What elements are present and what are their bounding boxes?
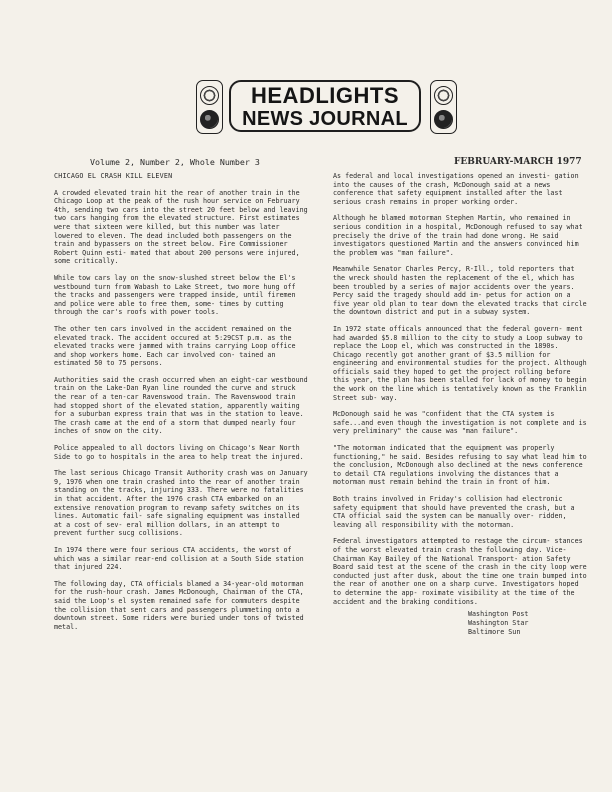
paragraph: As federal and local investigations opened an investi- gation into the causes of the crash, McDonough said at a news conference that safety equipment installed after the last serious crash remains in proper working order. xyxy=(333,172,579,206)
source-list xyxy=(468,610,588,636)
paragraph: The following day, CTA officials blamed a 34-year-old motorman for the rush-hour crash. James McDonough, Chairman of the CTA, said the Loop's el system remained safe for commuters despite the collision that sent cars and passengers plummeting onto a downtown street. Some riders were buried under tons of twisted metal. xyxy=(54,579,304,631)
paragraph: "The motorman indicated that the equipment was properly functioning," he said. Besides refusing to say what lead him to the conclusion, McDonough also declined at the news conference to detail CTA regulations involving the distances that a motorman must remain behind the train in front of him. xyxy=(333,444,587,487)
source-credit: Baltimore Sun xyxy=(468,627,521,636)
transit-seal-icon xyxy=(430,80,457,134)
left-column xyxy=(54,172,309,639)
paragraph: In 1972 state officals announced that the federal govern- ment had awarded $5.8 million to the city to study a Loop subway to replace the Loop el, which was constructed in the 1890s. Chicago recently got another grant of $3.5 million for engineering and environmental studies for the project. Although officials said they hoped to get the project rolling before this year, the plan has been stalled for lack of money to begin the work on the line which is tentatively known as the Franklin Street sub- way. xyxy=(333,324,587,402)
paragraph: The other ten cars involved in the accident remained on the elevated track. The accident occured at 5:29CST p.m. as the elevated tracks were jammed with trains carrying Loop office and shop workers home. Each car involved con- tained an estimated 50 to 75 persons. xyxy=(54,324,296,368)
paragraph: Meanwhile Senator Charles Percy, R-Ill., told reporters that the wreck should hasten the replacement of the el, which has been troubled by a series of major accidents over the years. Percy said the tragedy should add im- petus for action on a five year old plan to tear down the elevated tracks that circle the downtown district and put in a subway system. xyxy=(333,265,587,317)
paragraph: Federal investigators attempted to restage the circum- stances of the worst elevated train crash the following day. Vice-Chairman Kay Bailey of the National Transport- ation Safety Board said test at the scene of the crash in the city loop were conducted just after dusk, about the time one train bumped into the rear of another one on a sharp curve. Investigators hoped to determine the app- roximate visibility at the time of the accident and the braking conditions. xyxy=(333,537,587,606)
masthead xyxy=(0,0,612,150)
paragraph: While tow cars lay on the snow-slushed street below the El's westbound turn from Wabash to Lake Street, two more hung off the tracks and passengers were trapped inside, until firemen and police were able to free them, some- times by cutting through the car's roofs with power tools. xyxy=(54,273,296,317)
source-credit: Washington Star xyxy=(468,618,529,627)
paragraph: The last serious Chicago Transit Authority crash was on January 9, 1976 when one train crashed into the rear of another train standing on the tracks, injuring 333. There were no fatalities in that accident. After the 1976 crash CTA embarked on an extensive renovation program to revamp safety switches on its lines. Automatic fail- safe signaling equipment was installed at a cost of sev- eral million dollars, in an attempt to prevent further sucg collisions. xyxy=(54,469,308,538)
title-line-2: NEWS JOURNAL xyxy=(242,108,408,130)
paragraph: In 1974 there were four serious CTA accidents, the worst of which was a similar rear-end collision at a South Side station that injured 224. xyxy=(54,545,304,572)
issue-date: FEBRUARY-MARCH 1977 xyxy=(454,157,582,167)
volume-line: Volume 2, Number 2, Whole Number 3 xyxy=(90,157,260,167)
paragraph: A crowded elevated train hit the rear of another train in the Chicago Loop at the peak of the rush hour service on February 4th, sending two cars into the street 20 feet below and leaving two cars hanging from the elevated structure. First estimates were that sixteen were killed, but this number was later lowered to eleven. The dead included both passengers on the train and bypassers on the street below. Fire Commissioner Robert Quinn esti- mated that about 200 persons were injured, some critically. xyxy=(54,188,308,266)
right-column xyxy=(333,172,588,637)
transit-seal-icon xyxy=(196,80,223,134)
source-credit: Washington Post xyxy=(468,610,529,619)
paragraph: Although he blamed motorman Stephen Martin, who remained in serious condition in a hospital, McDonough refused to say what precisely the drive of the train had done wrong. He said investigators questioned Martin and the answers convinced him the problem was "man failure". xyxy=(333,214,583,257)
paragraph: Authorities said the crash occurred when an eight-car westbound train on the Lake-Dan Ryan line rounded the curve and struck the rear of a ten-car Ravenswood train. The Ravenswood train had stopped short of the elevated station, apparently waiting for a suburban express train that was in the station to leave. The crash came at the end of a storm that dumped nearly four inches of snow on the city. xyxy=(54,375,308,436)
journal-title xyxy=(229,80,421,132)
paragraph: Police appealed to all doctors living on Chicago's Near North Side to go to hospitals in the area to help treat the injured. xyxy=(54,444,304,461)
article-headline: CHICAGO EL CRASH KILL ELEVEN xyxy=(54,172,173,180)
title-line-1: HEADLIGHTS xyxy=(251,83,399,108)
paragraph: McDonough said he was "confident that the CTA system is safe...and even though the investigation is not complete and is very preliminary" the cause was "man failure". xyxy=(333,410,587,436)
paragraph: Both trains involved in Friday's collision had electronic safety equipment that should have prevented the crash, but a CTA official said the system can be manually over- ridden, leaving all responsibility with the motorman. xyxy=(333,495,575,529)
